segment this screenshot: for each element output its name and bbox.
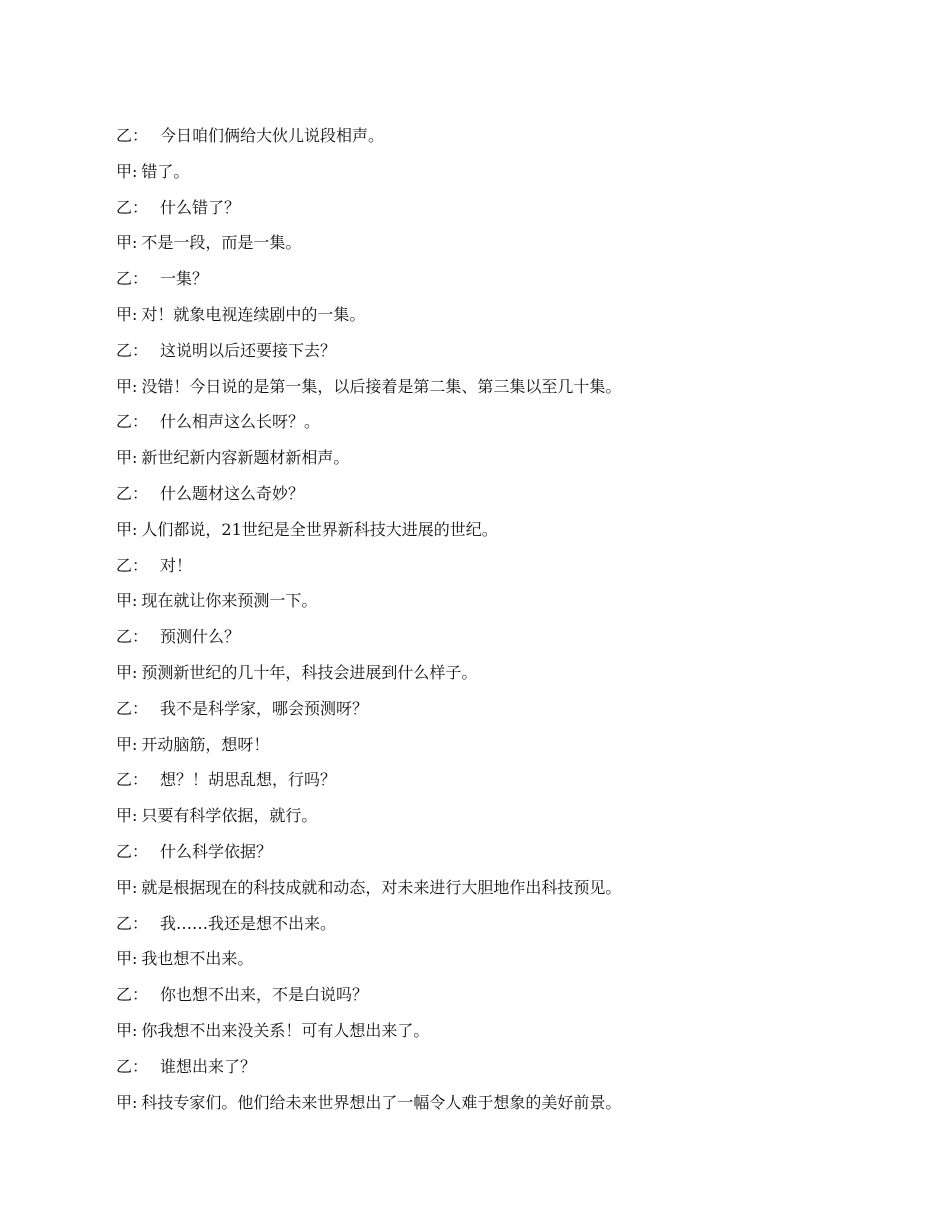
dialogue-line: [116, 118, 876, 154]
dialogue-line: [116, 727, 876, 763]
speaker-label: 甲:: [116, 806, 138, 826]
dialogue-text: 我也想不出来。: [141, 949, 254, 969]
dialogue-line: [116, 297, 876, 333]
dialogue-text: 开动脑筋，想呀！: [141, 734, 270, 754]
speaker-label: 乙：: [116, 841, 149, 861]
dialogue-line: [116, 225, 876, 261]
speaker-label: 乙：: [116, 698, 149, 718]
speaker-label: 甲:: [116, 734, 138, 754]
dialogue-text: 就是根据现在的科技成就和动态，对未来进行大胆地作出科技预见。: [141, 877, 622, 897]
speaker-label: 乙：: [116, 340, 149, 360]
dialogue-text: 对！: [160, 555, 193, 575]
dialogue-text: 什么题材这么奇妙？: [160, 483, 305, 503]
dialogue-text: 对！就象电视连续剧中的一集。: [141, 304, 366, 324]
dialogue-text: 这说明以后还要接下去？: [160, 340, 337, 360]
dialogue-list: [116, 118, 876, 1120]
speaker-label: 甲:: [116, 1020, 138, 1040]
speaker-label: 甲:: [116, 591, 138, 611]
dialogue-line: [116, 404, 876, 440]
speaker-label: 乙：: [116, 483, 149, 503]
dialogue-line: [116, 261, 876, 297]
dialogue-line: [116, 548, 876, 584]
speaker-label: 甲:: [116, 161, 138, 181]
dialogue-line: [116, 154, 876, 190]
dialogue-line: [116, 1049, 876, 1085]
dialogue-text: 只要有科学依据，就行。: [141, 806, 318, 826]
dialogue-text: 现在就让你来预测一下。: [141, 591, 318, 611]
dialogue-text: 谁想出来了？: [160, 1056, 257, 1076]
dialogue-text: 新世纪新内容新题材新相声。: [141, 448, 350, 468]
dialogue-text: 科技专家们。他们给未来世界想出了一幅令人难于想象的美好前景。: [141, 1092, 622, 1112]
dialogue-text: 错了。: [141, 161, 190, 181]
dialogue-text: 预测新世纪的几十年，科技会进展到什么样子。: [141, 662, 478, 682]
speaker-label: 甲:: [116, 877, 138, 897]
dialogue-line: [116, 691, 876, 727]
dialogue-line: [116, 941, 876, 977]
dialogue-line: [116, 906, 876, 942]
speaker-label: 甲:: [116, 949, 138, 969]
speaker-label: 乙：: [116, 985, 149, 1005]
dialogue-line: [116, 762, 876, 798]
dialogue-text: 今日咱们俩给大伙儿说段相声。: [160, 126, 385, 145]
dialogue-line: [116, 369, 876, 405]
dialogue-line: [116, 619, 876, 655]
speaker-label: 乙：: [116, 913, 149, 933]
dialogue-line: [116, 834, 876, 870]
dialogue-line: [116, 870, 876, 906]
speaker-label: 乙：: [116, 1056, 149, 1076]
dialogue-line: [116, 1085, 876, 1121]
speaker-label: 乙：: [116, 770, 149, 790]
dialogue-line: [116, 190, 876, 226]
dialogue-line: [116, 798, 876, 834]
dialogue-line: [116, 333, 876, 369]
speaker-label: 乙：: [116, 269, 149, 289]
speaker-label: 甲:: [116, 448, 138, 468]
dialogue-text: 不是一段，而是一集。: [141, 233, 302, 253]
dialogue-text: 一集？: [160, 269, 209, 289]
speaker-label: 甲:: [116, 519, 138, 539]
speaker-label: 乙：: [116, 627, 149, 647]
dialogue-line: [116, 440, 876, 476]
speaker-label: 甲:: [116, 662, 138, 682]
dialogue-line: [116, 1013, 876, 1049]
dialogue-line: [116, 512, 876, 548]
speaker-label: 乙：: [116, 126, 149, 145]
dialogue-text: 没错！今日说的是第一集，以后接着是第二集、第三集以至几十集。: [141, 376, 622, 396]
speaker-label: 甲:: [116, 304, 138, 324]
dialogue-text: 我……我还是想不出来。: [160, 913, 337, 933]
dialogue-line: [116, 977, 876, 1013]
dialogue-text: 我不是科学家，哪会预测呀？: [160, 698, 369, 718]
speaker-label: 甲:: [116, 1092, 138, 1112]
dialogue-text: 什么错了？: [160, 197, 241, 217]
speaker-label: 乙：: [116, 412, 149, 432]
dialogue-line: [116, 583, 876, 619]
dialogue-text: 什么科学依据？: [160, 841, 273, 861]
dialogue-line: [116, 655, 876, 691]
dialogue-text: 人们都说，21世纪是全世界新科技大进展的世纪。: [141, 519, 498, 539]
dialogue-text: 你我想不出来没关系！可有人想出来了。: [141, 1020, 430, 1040]
dialogue-text: 想？！胡思乱想，行吗？: [160, 770, 337, 790]
speaker-label: 乙：: [116, 555, 149, 575]
dialogue-line: [116, 476, 876, 512]
dialogue-text: 预测什么？: [160, 627, 241, 647]
speaker-label: 乙：: [116, 197, 149, 217]
speaker-label: 甲:: [116, 233, 138, 253]
speaker-label: 甲:: [116, 376, 138, 396]
dialogue-text: 什么相声这么长呀？。: [160, 412, 321, 432]
dialogue-text: 你也想不出来，不是白说吗？: [160, 985, 369, 1005]
